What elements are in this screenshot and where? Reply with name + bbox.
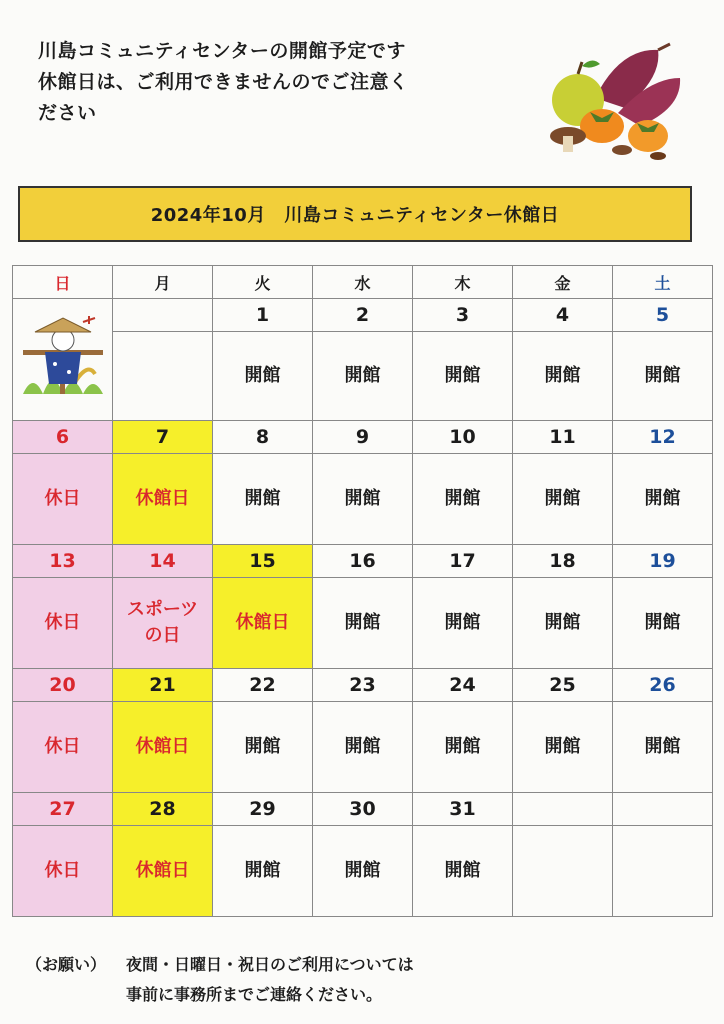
day-status <box>513 826 613 917</box>
day-status: 開館 <box>413 332 513 421</box>
day-number: 22 <box>213 669 313 702</box>
day-status: 開館 <box>513 332 613 421</box>
footer-line-1: 夜間・日曜日・祝日のご利用については <box>126 955 414 974</box>
day-number: 13 <box>13 545 113 578</box>
week-status-row <box>13 454 713 545</box>
day-status: 休日 <box>13 702 113 793</box>
day-number: 8 <box>213 421 313 454</box>
day-number: 25 <box>513 669 613 702</box>
week-day-number-row <box>13 545 713 578</box>
day-status: スポーツ の日 <box>113 578 213 669</box>
day-number: 31 <box>413 793 513 826</box>
scarecrow-icon <box>13 312 113 402</box>
day-status: 開館 <box>213 332 313 421</box>
weekday-thu: 木 <box>413 266 513 299</box>
day-number: 15 <box>213 545 313 578</box>
day-status: 休日 <box>13 578 113 669</box>
footer-note <box>26 950 706 1010</box>
day-number: 6 <box>13 421 113 454</box>
day-number: 11 <box>513 421 613 454</box>
day-status: 開館 <box>513 578 613 669</box>
calendar-title: 2024年10月 川島コミュニティセンター休館日 <box>18 186 692 242</box>
day-status: 休館日 <box>113 826 213 917</box>
day-number: 19 <box>613 545 713 578</box>
weekday-sat: 土 <box>613 266 713 299</box>
intro-line-1: 川島コミュニティセンターの開館予定です <box>38 40 406 62</box>
day-number: 7 <box>113 421 213 454</box>
footer-line-2: 事前に事務所までご連絡ください。 <box>126 985 383 1004</box>
weekday-mon: 月 <box>113 266 213 299</box>
day-status <box>613 826 713 917</box>
day-status: 開館 <box>313 332 413 421</box>
week-day-number-row <box>13 421 713 454</box>
day-number: 28 <box>113 793 213 826</box>
day-number: 30 <box>313 793 413 826</box>
day-status: 開館 <box>613 332 713 421</box>
day-status: 開館 <box>513 702 613 793</box>
autumn-harvest-icon <box>540 38 690 168</box>
day-status: 開館 <box>413 702 513 793</box>
day-status <box>113 332 213 421</box>
week-status-row <box>13 332 713 421</box>
day-number <box>513 793 613 826</box>
day-status: 休館日 <box>113 702 213 793</box>
week-status-row <box>13 578 713 669</box>
day-number <box>613 793 713 826</box>
intro-line-2: 休館日は、ご利用できませんのでご注意く <box>38 71 409 93</box>
intro-line-3: ださい <box>38 102 97 124</box>
day-number: 4 <box>513 299 613 332</box>
day-number: 14 <box>113 545 213 578</box>
day-status: 休館日 <box>113 454 213 545</box>
day-number: 21 <box>113 669 213 702</box>
day-status: 開館 <box>313 826 413 917</box>
day-number: 3 <box>413 299 513 332</box>
calendar-table <box>12 265 713 917</box>
weekday-header-row <box>13 266 713 299</box>
week-status-row <box>13 702 713 793</box>
day-status: 開館 <box>413 826 513 917</box>
week-status-row <box>13 826 713 917</box>
weekday-sun: 日 <box>13 266 113 299</box>
calendar-illustration-cell <box>13 299 113 421</box>
day-number: 5 <box>613 299 713 332</box>
footer-tag: （お願い） <box>26 955 107 974</box>
day-status: 休日 <box>13 454 113 545</box>
day-status: 開館 <box>413 578 513 669</box>
day-status: 開館 <box>613 578 713 669</box>
day-status: 休館日 <box>213 578 313 669</box>
week-day-number-row <box>13 669 713 702</box>
day-status: 開館 <box>613 454 713 545</box>
day-number: 1 <box>213 299 313 332</box>
day-status: 休日 <box>13 826 113 917</box>
day-status: 開館 <box>213 454 313 545</box>
day-status: 開館 <box>313 578 413 669</box>
day-number <box>113 299 213 332</box>
day-status: 開館 <box>213 702 313 793</box>
day-number: 20 <box>13 669 113 702</box>
intro-text <box>38 36 518 129</box>
day-number: 2 <box>313 299 413 332</box>
day-number: 26 <box>613 669 713 702</box>
week-day-number-row <box>13 793 713 826</box>
day-number: 24 <box>413 669 513 702</box>
day-number: 12 <box>613 421 713 454</box>
week-day-number-row <box>13 299 713 332</box>
weekday-tue: 火 <box>213 266 313 299</box>
day-status: 開館 <box>513 454 613 545</box>
weekday-fri: 金 <box>513 266 613 299</box>
weekday-wed: 水 <box>313 266 413 299</box>
day-number: 17 <box>413 545 513 578</box>
day-status: 開館 <box>213 826 313 917</box>
day-number: 9 <box>313 421 413 454</box>
day-number: 23 <box>313 669 413 702</box>
day-number: 16 <box>313 545 413 578</box>
day-number: 10 <box>413 421 513 454</box>
day-number: 29 <box>213 793 313 826</box>
day-number: 27 <box>13 793 113 826</box>
day-status: 開館 <box>613 702 713 793</box>
day-status: 開館 <box>413 454 513 545</box>
day-status: 開館 <box>313 702 413 793</box>
day-number: 18 <box>513 545 613 578</box>
day-status: 開館 <box>313 454 413 545</box>
